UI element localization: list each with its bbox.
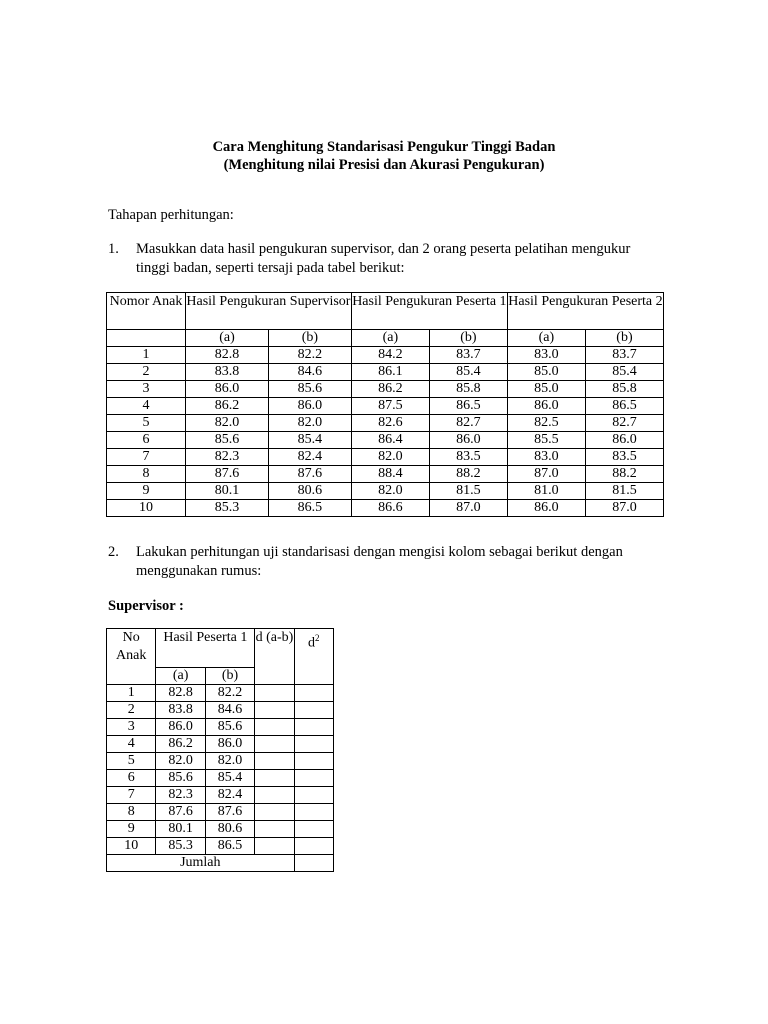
empty-d-cell	[255, 838, 294, 855]
row-number-cell: 8	[107, 804, 156, 821]
value-cell: 85.6	[156, 770, 205, 787]
table-row	[107, 838, 334, 855]
table-header-row	[107, 629, 334, 668]
table-row	[107, 702, 334, 719]
value-cell: 81.5	[585, 483, 663, 500]
value-cell: 82.4	[205, 787, 254, 804]
d-exponent: 2	[315, 633, 320, 643]
total-label: Jumlah	[107, 855, 295, 872]
value-cell: 85.6	[268, 381, 351, 398]
value-cell: 86.5	[268, 500, 351, 517]
value-cell: 83.7	[429, 347, 507, 364]
step-1-number: 1.	[108, 241, 119, 257]
table-row	[107, 753, 334, 770]
value-cell: 85.5	[507, 432, 585, 449]
table-row	[107, 736, 334, 753]
value-cell: 85.4	[205, 770, 254, 787]
empty-d-squared-cell	[294, 821, 333, 838]
value-cell: 86.5	[429, 398, 507, 415]
row-number-cell: 3	[107, 719, 156, 736]
value-cell: 82.8	[186, 347, 269, 364]
table-row	[107, 347, 664, 364]
value-cell: 80.1	[156, 821, 205, 838]
empty-d-squared-cell	[294, 719, 333, 736]
header-peserta-2: Hasil Pengukuran Peserta 2	[507, 293, 663, 330]
value-cell: 86.0	[268, 398, 351, 415]
empty-d-squared-cell	[294, 787, 333, 804]
intro-text: Tahapan perhitungan:	[108, 207, 234, 223]
table-row	[107, 466, 664, 483]
empty-d-cell	[255, 770, 294, 787]
value-cell: 87.6	[156, 804, 205, 821]
row-number-cell: 8	[107, 466, 186, 483]
value-cell: 82.7	[429, 415, 507, 432]
calculation-table	[106, 628, 334, 872]
subheader-b: (b)	[205, 668, 254, 685]
row-number-cell: 7	[107, 787, 156, 804]
table-row	[107, 415, 664, 432]
value-cell: 82.3	[186, 449, 269, 466]
subheader-b: (b)	[585, 330, 663, 347]
supervisor-label: Supervisor :	[108, 598, 184, 614]
value-cell: 85.0	[507, 364, 585, 381]
measurement-table-body	[107, 293, 664, 517]
value-cell: 83.8	[156, 702, 205, 719]
value-cell: 81.5	[429, 483, 507, 500]
table-row	[107, 449, 664, 466]
value-cell: 86.0	[507, 398, 585, 415]
value-cell: 80.6	[268, 483, 351, 500]
empty-d-cell	[255, 804, 294, 821]
value-cell: 88.2	[585, 466, 663, 483]
table-header-row	[107, 293, 664, 330]
table-row	[107, 770, 334, 787]
header-d-squared	[294, 629, 333, 685]
row-number-cell: 2	[107, 364, 186, 381]
value-cell: 87.0	[585, 500, 663, 517]
subheader-empty	[107, 330, 186, 347]
row-number-cell: 9	[107, 821, 156, 838]
value-cell: 87.0	[507, 466, 585, 483]
value-cell: 80.6	[205, 821, 254, 838]
row-number-cell: 4	[107, 736, 156, 753]
d-base: d	[308, 635, 316, 651]
value-cell: 82.0	[186, 415, 269, 432]
value-cell: 86.6	[351, 500, 429, 517]
empty-d-squared-cell	[294, 736, 333, 753]
total-row	[107, 855, 334, 872]
empty-d-cell	[255, 821, 294, 838]
value-cell: 81.0	[507, 483, 585, 500]
row-number-cell: 1	[107, 347, 186, 364]
row-number-cell: 5	[107, 415, 186, 432]
value-cell: 82.5	[507, 415, 585, 432]
header-nomor-anak: Nomor Anak	[107, 293, 186, 330]
value-cell: 82.6	[351, 415, 429, 432]
header-hasil-peserta: Hasil Peserta 1	[156, 629, 255, 668]
row-number-cell: 4	[107, 398, 186, 415]
empty-d-squared-cell	[294, 838, 333, 855]
value-cell: 88.4	[351, 466, 429, 483]
row-number-cell: 3	[107, 381, 186, 398]
value-cell: 85.4	[268, 432, 351, 449]
value-cell: 82.4	[268, 449, 351, 466]
value-cell: 86.2	[156, 736, 205, 753]
value-cell: 88.2	[429, 466, 507, 483]
value-cell: 82.8	[156, 685, 205, 702]
row-number-cell: 1	[107, 685, 156, 702]
table-row	[107, 483, 664, 500]
total-value-cell	[294, 855, 333, 872]
header-peserta-1: Hasil Pengukuran Peserta 1	[351, 293, 507, 330]
subheader-a: (a)	[156, 668, 205, 685]
header-d: d (a-b)	[255, 629, 294, 685]
row-number-cell: 6	[107, 770, 156, 787]
header-supervisor: Hasil Pengukuran Supervisor	[186, 293, 352, 330]
value-cell: 87.0	[429, 500, 507, 517]
value-cell: 87.6	[268, 466, 351, 483]
table-row	[107, 804, 334, 821]
step-2-text: Lakukan perhitungan uji standarisasi dengan mengisi kolom sebagai berikut dengan menggunakan rumus:	[136, 544, 623, 579]
header-no-anak: No Anak	[107, 629, 156, 685]
empty-d-cell	[255, 685, 294, 702]
table-row	[107, 381, 664, 398]
subheader-a: (a)	[351, 330, 429, 347]
row-number-cell: 5	[107, 753, 156, 770]
value-cell: 87.6	[186, 466, 269, 483]
value-cell: 86.0	[585, 432, 663, 449]
table-row	[107, 719, 334, 736]
value-cell: 82.2	[205, 685, 254, 702]
row-number-cell: 9	[107, 483, 186, 500]
table-row	[107, 500, 664, 517]
empty-d-cell	[255, 719, 294, 736]
value-cell: 83.5	[585, 449, 663, 466]
table-row	[107, 432, 664, 449]
value-cell: 86.5	[585, 398, 663, 415]
value-cell: 85.0	[507, 381, 585, 398]
value-cell: 83.0	[507, 347, 585, 364]
value-cell: 85.8	[429, 381, 507, 398]
empty-d-squared-cell	[294, 804, 333, 821]
value-cell: 84.6	[205, 702, 254, 719]
empty-d-cell	[255, 736, 294, 753]
table-row	[107, 685, 334, 702]
value-cell: 85.8	[585, 381, 663, 398]
value-cell: 86.0	[429, 432, 507, 449]
value-cell: 87.5	[351, 398, 429, 415]
value-cell: 84.2	[351, 347, 429, 364]
row-number-cell: 10	[107, 500, 186, 517]
table-row	[107, 398, 664, 415]
value-cell: 83.8	[186, 364, 269, 381]
empty-d-squared-cell	[294, 770, 333, 787]
value-cell: 86.0	[156, 719, 205, 736]
value-cell: 82.7	[585, 415, 663, 432]
table-row	[107, 821, 334, 838]
value-cell: 86.0	[205, 736, 254, 753]
step-1-text: Masukkan data hasil pengukuran supervisor, dan 2 orang peserta pelatihan mengukur tinggi badan, seperti tersaji pada tabel berikut:	[136, 241, 631, 276]
value-cell: 87.6	[205, 804, 254, 821]
measurement-table	[106, 292, 664, 517]
value-cell: 86.1	[351, 364, 429, 381]
value-cell: 83.7	[585, 347, 663, 364]
value-cell: 85.3	[186, 500, 269, 517]
value-cell: 82.0	[351, 449, 429, 466]
value-cell: 86.4	[351, 432, 429, 449]
subheader-b: (b)	[429, 330, 507, 347]
value-cell: 80.1	[186, 483, 269, 500]
empty-d-squared-cell	[294, 685, 333, 702]
value-cell: 82.0	[268, 415, 351, 432]
value-cell: 85.6	[205, 719, 254, 736]
value-cell: 86.2	[351, 381, 429, 398]
value-cell: 86.5	[205, 838, 254, 855]
document-subtitle: (Menghitung nilai Presisi dan Akurasi Pengukuran)	[223, 157, 545, 173]
row-number-cell: 7	[107, 449, 186, 466]
row-number-cell: 10	[107, 838, 156, 855]
value-cell: 84.6	[268, 364, 351, 381]
value-cell: 83.0	[507, 449, 585, 466]
subheader-a: (a)	[186, 330, 269, 347]
row-number-cell: 2	[107, 702, 156, 719]
value-cell: 86.2	[186, 398, 269, 415]
value-cell: 82.0	[351, 483, 429, 500]
value-cell: 82.3	[156, 787, 205, 804]
calculation-table-body	[107, 629, 334, 872]
subheader-b: (b)	[268, 330, 351, 347]
empty-d-cell	[255, 787, 294, 804]
value-cell: 82.2	[268, 347, 351, 364]
empty-d-cell	[255, 753, 294, 770]
table-row	[107, 787, 334, 804]
empty-d-squared-cell	[294, 753, 333, 770]
value-cell: 83.5	[429, 449, 507, 466]
table-subheader-row	[107, 330, 664, 347]
table-row	[107, 364, 664, 381]
value-cell: 85.4	[429, 364, 507, 381]
value-cell: 86.0	[507, 500, 585, 517]
empty-d-squared-cell	[294, 702, 333, 719]
value-cell: 85.4	[585, 364, 663, 381]
value-cell: 85.3	[156, 838, 205, 855]
value-cell: 86.0	[186, 381, 269, 398]
value-cell: 85.6	[186, 432, 269, 449]
subheader-a: (a)	[507, 330, 585, 347]
document-title: Cara Menghitung Standarisasi Pengukur Tinggi Badan	[212, 139, 556, 155]
value-cell: 82.0	[205, 753, 254, 770]
step-2-number: 2.	[108, 544, 119, 560]
value-cell: 82.0	[156, 753, 205, 770]
empty-d-cell	[255, 702, 294, 719]
row-number-cell: 6	[107, 432, 186, 449]
